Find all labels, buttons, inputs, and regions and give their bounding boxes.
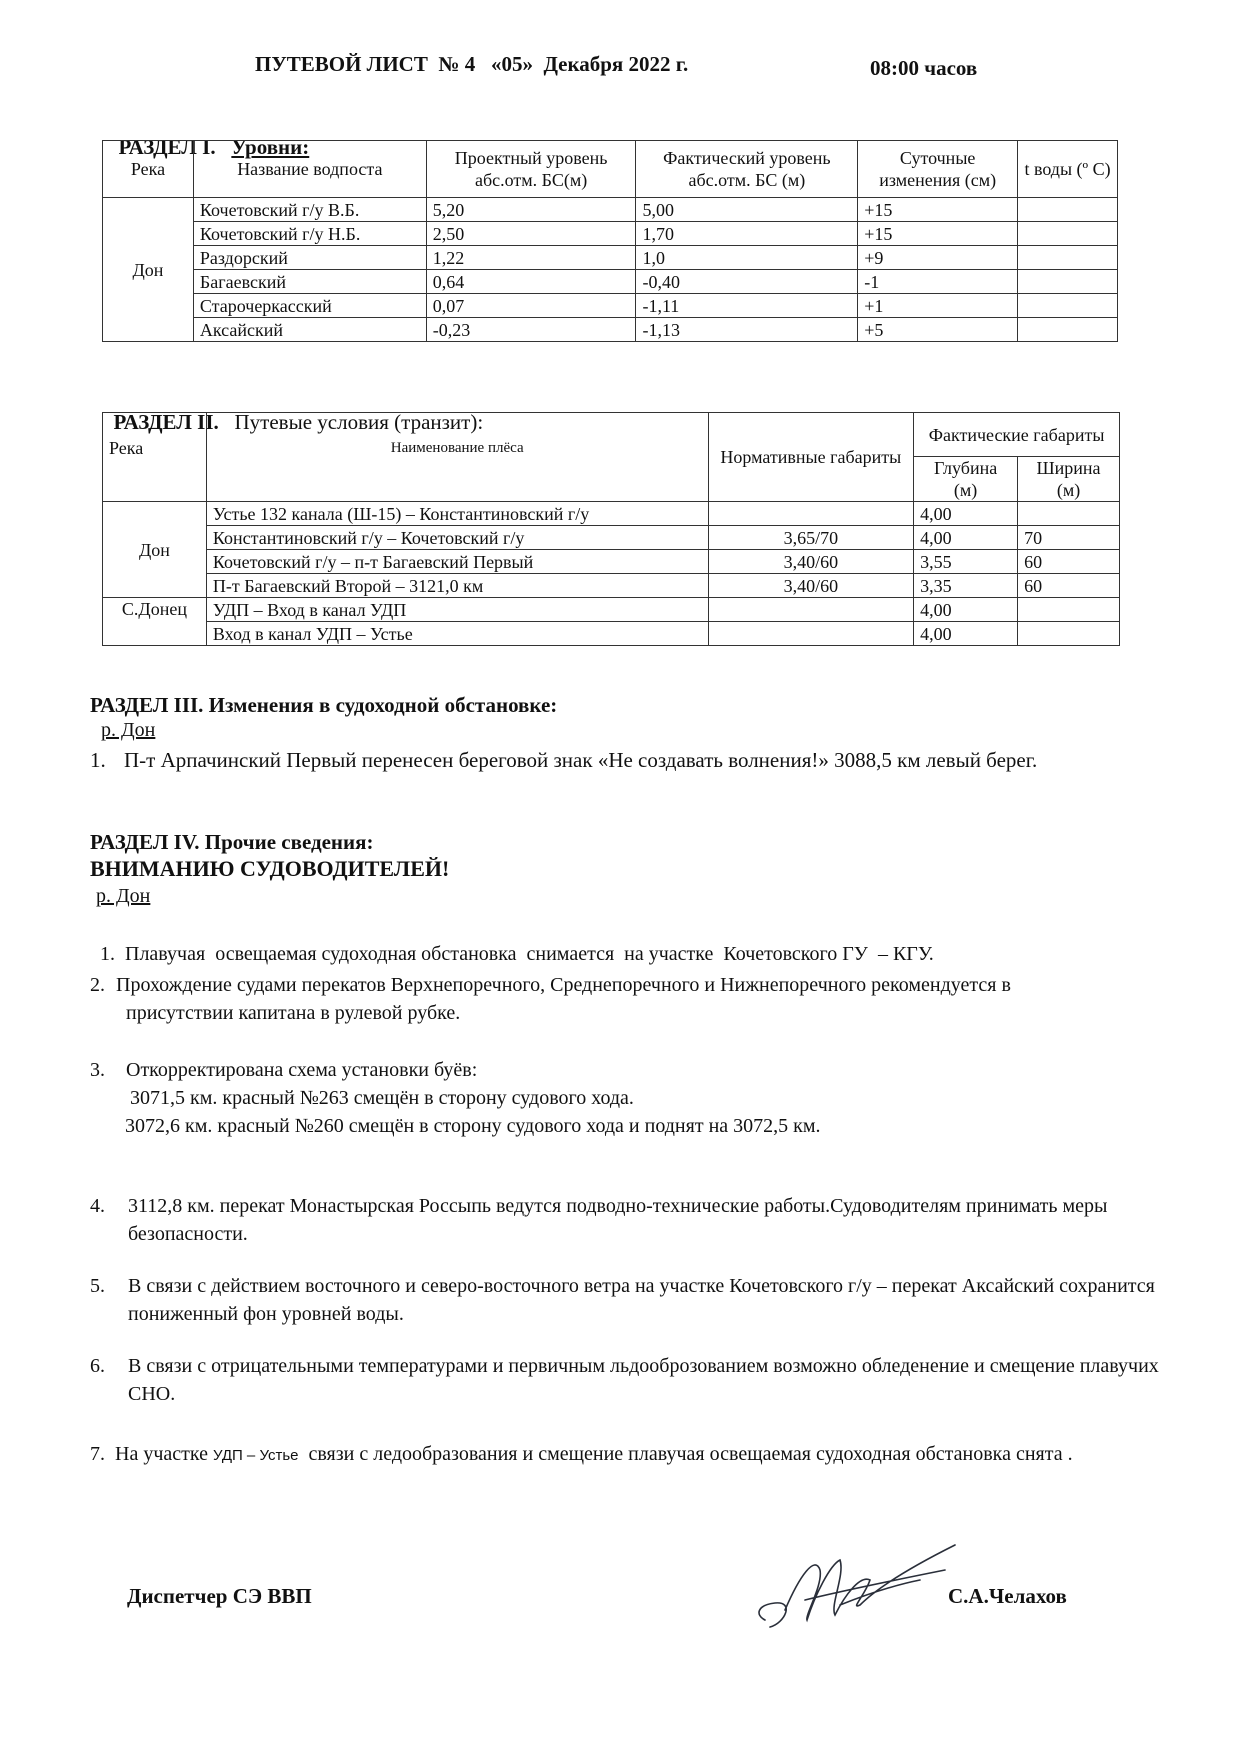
transit-table: [102, 412, 1120, 646]
table-row: [103, 246, 1118, 270]
dispatcher-title: Диспетчер СЭ ВВП: [127, 1584, 312, 1608]
post-cell: Кочетовский г/у В.Б.: [193, 198, 426, 222]
post-cell: Старочеркасский: [193, 294, 426, 318]
table-row: [103, 294, 1118, 318]
notice-item-7: [90, 1440, 1180, 1470]
reach-cell: Кочетовский г/у – п-т Багаевский Первый: [206, 550, 708, 574]
section1-name: Уровни:: [231, 135, 310, 159]
col-river: Река: [103, 413, 207, 502]
width-cell: 60: [1018, 574, 1120, 598]
actual-cell: 1,0: [636, 246, 858, 270]
norm-cell: 3,65/70: [708, 526, 914, 550]
temp-cell: [1018, 198, 1118, 222]
item-pre: На участке: [115, 1443, 208, 1465]
col-river: Река: [103, 141, 194, 198]
item-line-3: 3072,6 км. красный №260 смещён в сторону судового хода и поднят на 3072,5 км.: [125, 1115, 821, 1137]
item-number: 1.: [100, 943, 115, 965]
col-normative: Нормативные габариты: [708, 413, 914, 502]
design-cell: -0,23: [426, 318, 636, 342]
item-number: 3.: [90, 1059, 105, 1081]
post-cell: Кочетовский г/у Н.Б.: [193, 222, 426, 246]
col-actual-level: Фактический уровень абс.отм. БС (м): [636, 141, 858, 198]
col-width: Ширина (м): [1018, 457, 1120, 502]
depth-cell: 4,00: [914, 526, 1018, 550]
width-cell: 60: [1018, 550, 1120, 574]
transit-header-row-1: [103, 413, 1120, 457]
item-post: связи с ледообразования и смещение плавучая освещаемая судоходная обстановка снята .: [308, 1443, 1073, 1465]
section1-label: РАЗДЕЛ I.: [118, 135, 216, 159]
item-number: 5.: [90, 1275, 105, 1297]
col-post-name: Название водпоста: [193, 141, 426, 198]
notice-item-5: [90, 1272, 1180, 1328]
table-row: [103, 526, 1120, 550]
design-cell: 0,64: [426, 270, 636, 294]
depth-cell: 3,55: [914, 550, 1018, 574]
reach-cell: УДП – Вход в канал УДП: [206, 598, 708, 622]
col-depth: Глубина (м): [914, 457, 1018, 502]
signature-mark: [745, 1535, 960, 1635]
design-cell: 1,22: [426, 246, 636, 270]
section4-heading: РАЗДЕЛ IV. Прочие сведения:: [90, 830, 374, 854]
actual-cell: 1,70: [636, 222, 858, 246]
temp-cell: [1018, 318, 1118, 342]
norm-cell: [708, 502, 914, 526]
item-text: П-т Арпачинский Первый перенесен береговой знак «Не создавать волнения!» 3088,5 км левый берег.: [124, 748, 1038, 772]
col-actual-dims: Фактические габариты: [914, 413, 1120, 457]
table-row: [103, 318, 1118, 342]
notice-item-4: [90, 1192, 1180, 1248]
col-reach-name: Наименование плёса: [206, 413, 708, 502]
reach-cell: Константиновский г/у – Кочетовский г/у: [206, 526, 708, 550]
item-number: 2.: [90, 974, 105, 996]
design-cell: 0,07: [426, 294, 636, 318]
norm-cell: 3,40/60: [708, 550, 914, 574]
table-row: [103, 574, 1120, 598]
river-cell: Дон: [103, 502, 207, 598]
width-cell: 70: [1018, 526, 1120, 550]
item-number: 4.: [90, 1195, 105, 1217]
depth-cell: 4,00: [914, 622, 1018, 646]
norm-cell: 3,40/60: [708, 574, 914, 598]
table-row: [103, 222, 1118, 246]
change-cell: +1: [858, 294, 1018, 318]
table-row: [103, 270, 1118, 294]
reach-cell: Вход в канал УДП – Устье: [206, 622, 708, 646]
section4-river: р. Дон: [96, 885, 151, 907]
reach-cell: Устье 132 канала (Ш-15) – Константиновский г/у: [206, 502, 708, 526]
section4-attention: ВНИМАНИЮ СУДОВОДИТЕЛЕЙ!: [90, 856, 450, 881]
item-number: 6.: [90, 1355, 105, 1377]
item-line-1: Откорректирована схема установки буёв:: [126, 1059, 478, 1081]
document-title: ПУТЕВОЙ ЛИСТ № 4 «05» Декабря 2022 г.: [255, 52, 689, 76]
item-text: В связи с действием восточного и северо-восточного ветра на участке Кочетовского г/у – перекат Аксайский сохранится пониженный фон уровней воды.: [128, 1275, 1155, 1325]
change-cell: +5: [858, 318, 1018, 342]
change-cell: -1: [858, 270, 1018, 294]
levels-header-row: [103, 141, 1118, 198]
notice-item-1: [90, 912, 1190, 968]
depth-cell: 4,00: [914, 502, 1018, 526]
document-time: 08:00 часов: [870, 56, 978, 80]
temp-cell: [1018, 270, 1118, 294]
temp-cell: [1018, 246, 1118, 270]
actual-cell: 5,00: [636, 198, 858, 222]
post-cell: Раздорский: [193, 246, 426, 270]
section3-item-1: [90, 746, 1180, 774]
item-text: В связи с отрицательными температурами и первичным льдооброзованием возможно обледенение и смещение плавучих СНО.: [128, 1355, 1159, 1405]
item-small: УДП – Устье: [212, 1447, 299, 1464]
table-row: [103, 502, 1120, 526]
levels-table: [102, 140, 1118, 342]
table-row: [103, 550, 1120, 574]
table-row: [103, 598, 1120, 622]
depth-cell: 3,35: [914, 574, 1018, 598]
norm-cell: [708, 598, 914, 622]
section2-label: РАЗДЕЛ II.: [113, 410, 219, 434]
post-cell: Аксайский: [193, 318, 426, 342]
depth-cell: 4,00: [914, 598, 1018, 622]
actual-cell: -0,40: [636, 270, 858, 294]
temp-cell: [1018, 294, 1118, 318]
temp-cell: [1018, 222, 1118, 246]
notice-item-6: [90, 1352, 1190, 1408]
actual-cell: -1,11: [636, 294, 858, 318]
width-cell: [1018, 598, 1120, 622]
item-text: 3112,8 км. перекат Монастырская Россыпь ведутся подводно-технические работы.Судоводителям принимать меры безопасности.: [128, 1195, 1108, 1245]
design-cell: 5,20: [426, 198, 636, 222]
col-design-level: Проектный уровень абс.отм. БС(м): [426, 141, 636, 198]
norm-cell: [708, 622, 914, 646]
item-line-2: 3071,5 км. красный №263 смещён в сторону судового хода.: [130, 1087, 634, 1109]
actual-cell: -1,13: [636, 318, 858, 342]
design-cell: 2,50: [426, 222, 636, 246]
change-cell: +15: [858, 198, 1018, 222]
river-cell: С.Донец: [103, 598, 207, 646]
section2-name: Путевые условия (транзит):: [234, 410, 484, 434]
item-number: 1.: [90, 748, 106, 772]
section3-river: р. Дон: [101, 719, 156, 741]
post-cell: Багаевский: [193, 270, 426, 294]
dispatcher-name: С.А.Челахов: [948, 1584, 1067, 1608]
col-daily-change: Суточные изменения (см): [858, 141, 1018, 198]
change-cell: +15: [858, 222, 1018, 246]
change-cell: +9: [858, 246, 1018, 270]
width-cell: [1018, 502, 1120, 526]
item-number: 7.: [90, 1443, 105, 1465]
river-cell: Дон: [103, 198, 194, 342]
notice-item-3: [90, 1056, 1190, 1140]
table-row: [103, 622, 1120, 646]
section3-heading: РАЗДЕЛ III. Изменения в судоходной обстановке:: [90, 693, 558, 717]
reach-cell: П-т Багаевский Второй – 3121,0 км: [206, 574, 708, 598]
item-text: Плавучая освещаемая судоходная обстановка снимается на участке Кочетовского ГУ – КГУ.: [125, 943, 934, 965]
table-row: [103, 198, 1118, 222]
col-water-temp: t воды (º С): [1018, 141, 1118, 198]
notice-item-2: [90, 971, 1090, 1027]
width-cell: [1018, 622, 1120, 646]
item-text: Прохождение судами перекатов Верхнепоречного, Среднепоречного и Нижнепоречного рекомендуется в присутствии капитана в рулевой рубке.: [116, 974, 1011, 1024]
